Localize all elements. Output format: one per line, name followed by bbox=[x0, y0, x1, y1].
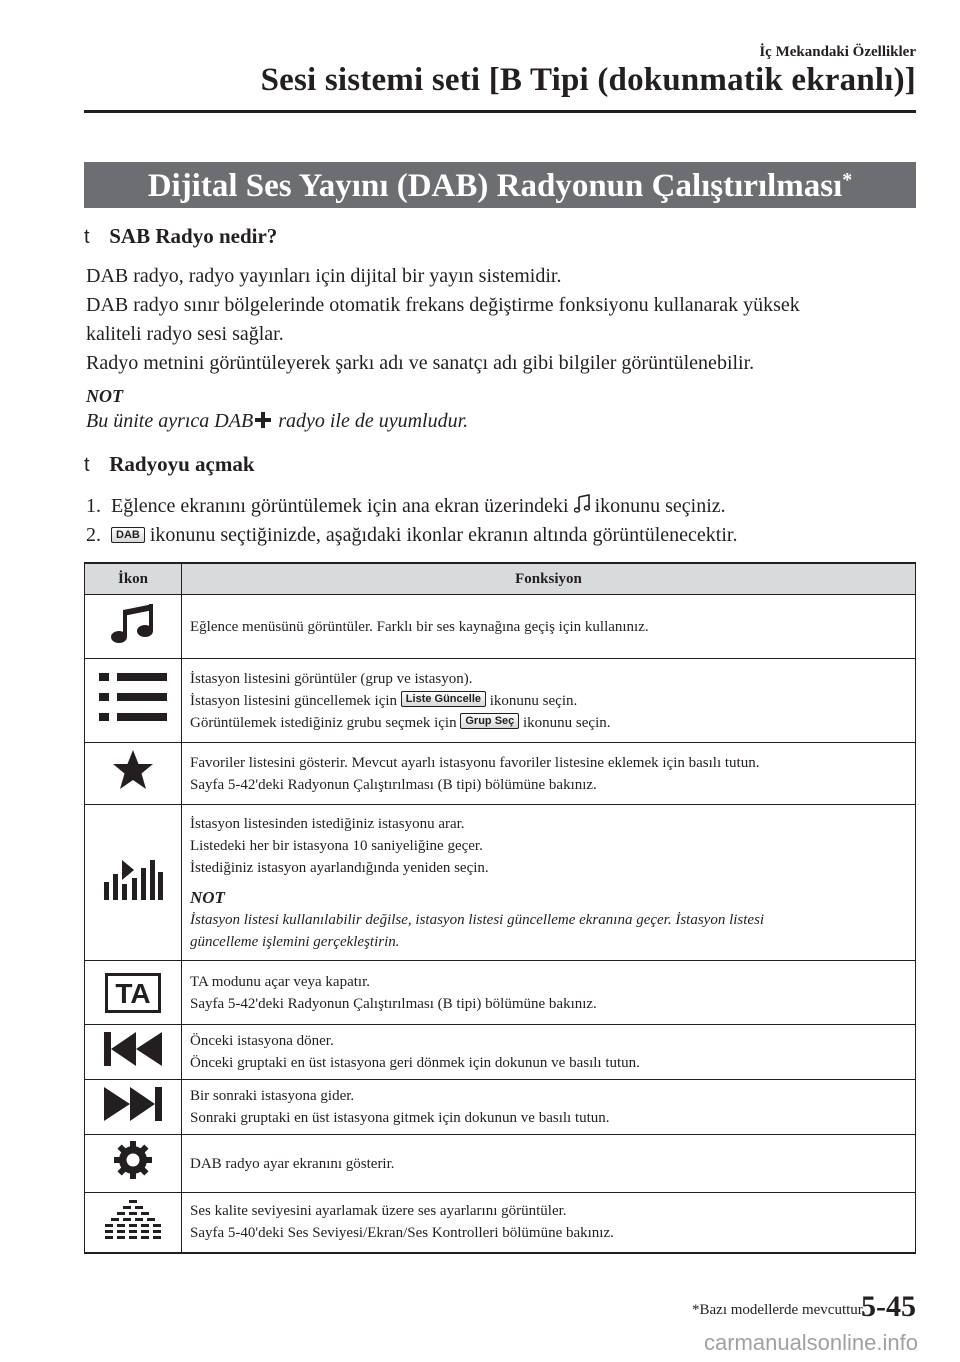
table-row bbox=[85, 743, 916, 805]
watermark: carmanualsonline.info bbox=[703, 1330, 918, 1355]
function-line: Sayfa 5-42'deki Radyonun Çalıştırılması (B tipi) bölümüne bakınız. bbox=[190, 776, 597, 793]
section-banner bbox=[84, 162, 916, 208]
function-text: Eğlence menüsünü görüntüler. Farklı bir ses kaynağına geçiş için kullanınız. bbox=[182, 595, 916, 659]
function-text bbox=[182, 1080, 916, 1135]
note-text-pre: Bu ünite ayrıca DAB bbox=[86, 410, 254, 432]
page-number: 5-45 bbox=[861, 1290, 916, 1323]
function-line: İstasyon listesini görüntüler (grup ve istasyon). bbox=[190, 670, 473, 687]
col-header-function: Fonksiyon bbox=[182, 563, 916, 595]
dab-button-image: DAB bbox=[111, 527, 145, 543]
function-text bbox=[182, 805, 916, 961]
function-line: Listedeki her bir istasyona 10 saniyeliğine geçer. bbox=[190, 837, 483, 854]
banner-title: Dijital Ses Yayını (DAB) Radyonun Çalıştırılması bbox=[147, 168, 843, 204]
bullet-marker: t bbox=[84, 226, 90, 248]
line-text: Görüntülemek istediğiniz grubu seçmek için bbox=[190, 714, 457, 731]
bullet-marker: t bbox=[84, 454, 90, 476]
note-text-post: radyo ile de uyumludur. bbox=[273, 410, 469, 432]
gear-icon bbox=[113, 1140, 153, 1180]
table-row bbox=[85, 1080, 916, 1135]
music-note-icon bbox=[109, 600, 157, 646]
next-icon bbox=[102, 1085, 164, 1123]
function-line: Sayfa 5-42'deki Radyonun Çalıştırılması (B tipi) bölümüne bakınız. bbox=[190, 995, 597, 1012]
note-line: güncelleme işlemini gerçekleştirin. bbox=[190, 933, 400, 950]
body-line-4: Radyo metnini görüntüleyerek şarkı adı ve sanatçı adı gibi bilgiler görüntülenebilir. bbox=[86, 352, 755, 374]
function-line: Sonraki gruptaki en üst istasyona gitmek için dokunun ve basılı tutun. bbox=[190, 1110, 610, 1126]
table-row bbox=[85, 805, 916, 961]
icon-function-table bbox=[84, 562, 916, 1254]
previous-icon bbox=[102, 1030, 164, 1068]
body-line-2: DAB radyo sınır bölgelerinde otomatik frekans değiştirme fonksiyonu kullanarak yüksek bbox=[86, 294, 800, 316]
table-row bbox=[85, 1135, 916, 1193]
function-line bbox=[190, 712, 907, 734]
function-line: Önceki gruptaki en üst istasyona geri dönmek için dokunun ve basılı tutun. bbox=[190, 1055, 640, 1071]
step-text: ikonunu seçtiğinizde, aşağıdaki ikonlar ekranın altında görüntülenecektir. bbox=[149, 524, 738, 546]
table-row bbox=[85, 659, 916, 743]
function-line: Önceki istasyona döner. bbox=[190, 1033, 334, 1049]
table-header bbox=[85, 563, 916, 595]
step-number: 1. bbox=[86, 495, 101, 517]
ta-icon-label: TA bbox=[115, 977, 151, 1009]
list-update-button-image: Liste Güncelle bbox=[401, 691, 486, 707]
music-note-icon bbox=[574, 494, 590, 514]
note-label: NOT bbox=[86, 386, 123, 406]
group-select-button-image: Grup Seç bbox=[460, 713, 519, 729]
function-text: DAB radyo ayar ekranını gösterir. bbox=[182, 1135, 916, 1193]
body-line-1: DAB radyo, radyo yayınları için dijital bir yayın sistemidir. bbox=[86, 265, 562, 287]
scan-icon bbox=[102, 856, 164, 902]
table-row bbox=[85, 595, 916, 659]
note-text bbox=[86, 410, 468, 433]
plus-icon bbox=[255, 412, 271, 428]
heading-text: Radyoyu açmak bbox=[109, 452, 255, 476]
function-text bbox=[182, 659, 916, 743]
equalizer-icon bbox=[103, 1198, 163, 1240]
table-row bbox=[85, 1025, 916, 1080]
list-icon bbox=[97, 670, 169, 724]
function-line: Bir sonraki istasyona gider. bbox=[190, 1088, 355, 1104]
table-row bbox=[85, 1193, 916, 1253]
line-text: ikonunu seçin. bbox=[489, 692, 578, 709]
chapter-label: İç Mekandaki Özellikler bbox=[759, 44, 916, 60]
function-text bbox=[182, 1193, 916, 1253]
note-label: NOT bbox=[190, 887, 225, 907]
step-number: 2. bbox=[86, 524, 101, 546]
step-text: Eğlence ekranını görüntülemek için ana ekran üzerindeki bbox=[111, 495, 569, 517]
function-line: İstasyon listesinden istediğiniz istasyonu arar. bbox=[190, 815, 465, 832]
page-title: Sesi sistemi seti [B Tipi (dokunmatik ekranlı)] bbox=[260, 62, 916, 98]
function-line: TA modunu açar veya kapatır. bbox=[190, 973, 370, 990]
function-line bbox=[190, 690, 907, 712]
line-text: ikonunu seçin. bbox=[523, 714, 611, 731]
section-heading-sab bbox=[84, 224, 277, 249]
footnote: *Bazı modellerde mevcuttur. bbox=[692, 1302, 866, 1318]
header-divider bbox=[84, 110, 916, 113]
note-line: İstasyon listesi kullanılabilir değilse, istasyon listesi güncelleme ekranına geçer. İstasyon listesi bbox=[190, 911, 765, 928]
ta-icon bbox=[105, 973, 161, 1013]
step-text: ikonunu seçiniz. bbox=[594, 495, 726, 517]
banner-asterisk: * bbox=[842, 169, 853, 191]
section-heading-radio-on bbox=[84, 452, 255, 477]
body-line-3: kaliteli radyo sesi sağlar. bbox=[86, 323, 284, 345]
function-line: Sayfa 5-40'deki Ses Seviyesi/Ekran/Ses Kontrolleri bölümüne bakınız. bbox=[190, 1225, 614, 1242]
function-line: Favoriler listesini gösterir. Mevcut ayarlı istasyonu favoriler listesine eklemek için basılı tutun. bbox=[190, 754, 760, 771]
function-text bbox=[182, 743, 916, 805]
heading-text: SAB Radyo nedir? bbox=[109, 224, 278, 248]
table-row bbox=[85, 961, 916, 1025]
step-1 bbox=[86, 494, 726, 518]
step-2 bbox=[86, 524, 737, 547]
function-line: İstediğiniz istasyon ayarlandığında yeniden seçin. bbox=[190, 859, 489, 876]
line-text: İstasyon listesini güncellemek için bbox=[190, 692, 398, 709]
function-text bbox=[182, 961, 916, 1025]
star-icon bbox=[111, 749, 155, 791]
col-header-icon: İkon bbox=[85, 563, 182, 595]
function-text bbox=[182, 1025, 916, 1080]
function-line: Ses kalite seviyesini ayarlamak üzere ses ayarlarını görüntüler. bbox=[190, 1203, 567, 1220]
